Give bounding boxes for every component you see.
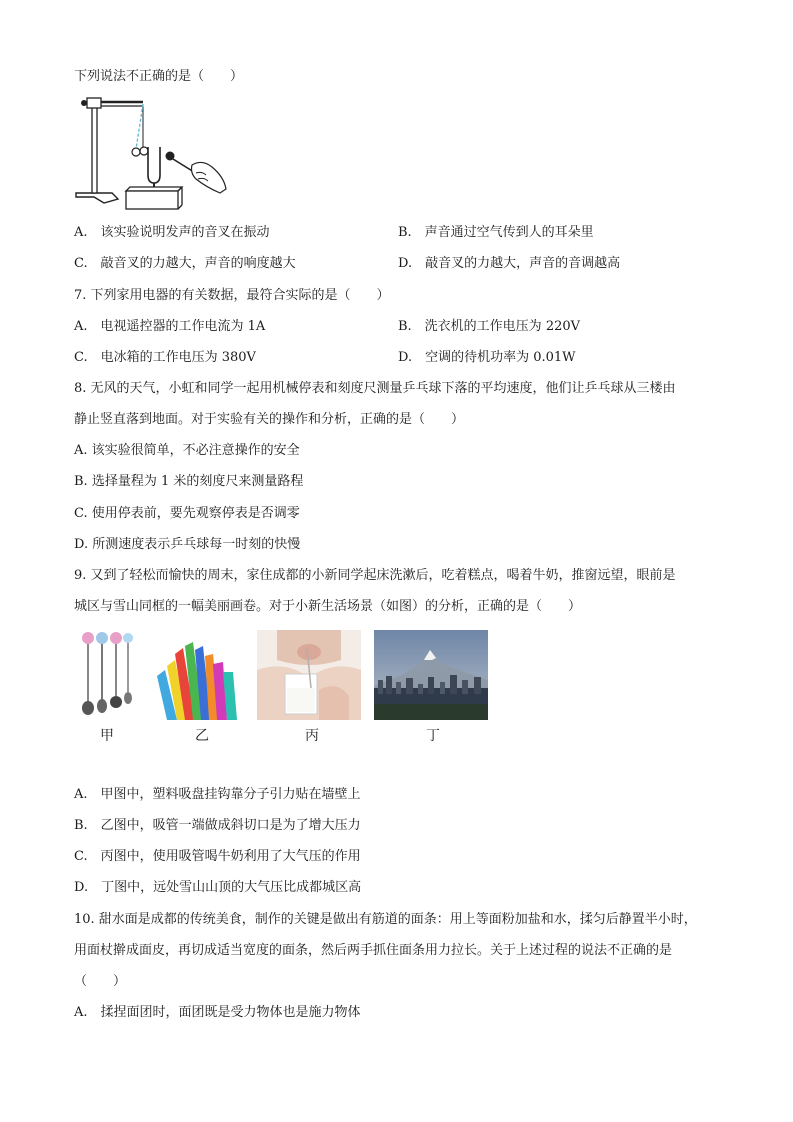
q8-option-d: D. 所测速度表示乒乓球每一时刻的快慢: [74, 537, 301, 552]
milk-drinking-photo: [257, 630, 361, 720]
q7-option-b: B. 洗衣机的工作电压为 220V: [398, 319, 581, 334]
q9-option-a: A. 甲图中，塑料吸盘挂钩靠分子引力贴在墙壁上: [74, 787, 361, 802]
question-intro: 下列说法不正确的是（ ）: [74, 69, 244, 84]
q9-stem-line1: 9. 又到了轻松而愉快的周末，家住成都的小新同学起床洗漱后，吃着糕点，喝着牛奶，推窗远望，眼前是: [74, 568, 676, 583]
figure-caption-jia: 甲: [100, 728, 114, 744]
q8-option-b: B. 选择量程为 1 米的刻度尺来测量路程: [74, 474, 304, 489]
q7-stem: 7. 下列家用电器的有关数据，最符合实际的是（ ）: [74, 288, 390, 303]
q8-option-c: C. 使用停表前，要先观察停表是否调零: [74, 506, 300, 521]
q8-stem-line1: 8. 无风的天气，小虹和同学一起用机械停表和刻度尺测量乒乓球下落的平均速度，他们让乒乓球从三楼由: [74, 381, 676, 396]
q9-option-c: C. 丙图中，使用吸管喝牛奶利用了大气压的作用: [74, 849, 361, 864]
q7-option-c: C. 电冰箱的工作电压为 380V: [74, 350, 256, 365]
q6-option-b: B. 声音通过空气传到人的耳朵里: [398, 225, 594, 240]
q10-stem-line2: 用面杖擀成面皮，再切成适当宽度的面条，然后两手抓住面条用力拉长。关于上述过程的说法不正确的是: [74, 943, 673, 958]
q10-stem-line1: 10. 甜水面是成都的传统美食，制作的关键是做出有筋道的面条：用上等面粉加盐和水，揉匀后静置半小时，: [74, 912, 697, 927]
q10-option-a: A. 揉捏面团时，面团既是受力物体也是施力物体: [74, 1005, 361, 1020]
q9-option-b: B. 乙图中，吸管一端做成斜切口是为了增大压力: [74, 818, 361, 833]
figure-caption-bing: 丙: [305, 728, 319, 744]
tuning-fork-apparatus-figure: [74, 93, 234, 213]
q9-option-d: D. 丁图中，远处雪山山顶的大气压比成都城区高: [74, 880, 362, 895]
suction-hooks-photo: [78, 630, 138, 720]
figure-caption-yi: 乙: [195, 728, 209, 744]
q7-option-d: D. 空调的待机功率为 0.01W: [398, 350, 576, 365]
q6-option-a: A. 该实验说明发声的音叉在振动: [74, 225, 270, 240]
q10-stem-line3: （ ）: [74, 974, 127, 989]
q7-option-a: A. 电视遥控器的工作电流为 1A: [74, 319, 266, 334]
q8-stem-line2: 静止竖直落到地面。对于实验有关的操作和分析，正确的是（ ）: [74, 412, 465, 427]
straws-photo: [153, 636, 243, 720]
q6-option-d: D. 敲音叉的力越大，声音的音调越高: [398, 256, 621, 271]
q8-option-a: A. 该实验很简单，不必注意操作的安全: [74, 443, 300, 458]
q6-option-c: C. 敲音叉的力越大，声音的响度越大: [74, 256, 296, 271]
city-snow-mountain-photo: [374, 630, 488, 720]
q9-stem-line2: 城区与雪山同框的一幅美丽画卷。对于小新生活场景（如图）的分析，正确的是（ ）: [74, 599, 582, 614]
figure-caption-ding: 丁: [426, 728, 440, 744]
